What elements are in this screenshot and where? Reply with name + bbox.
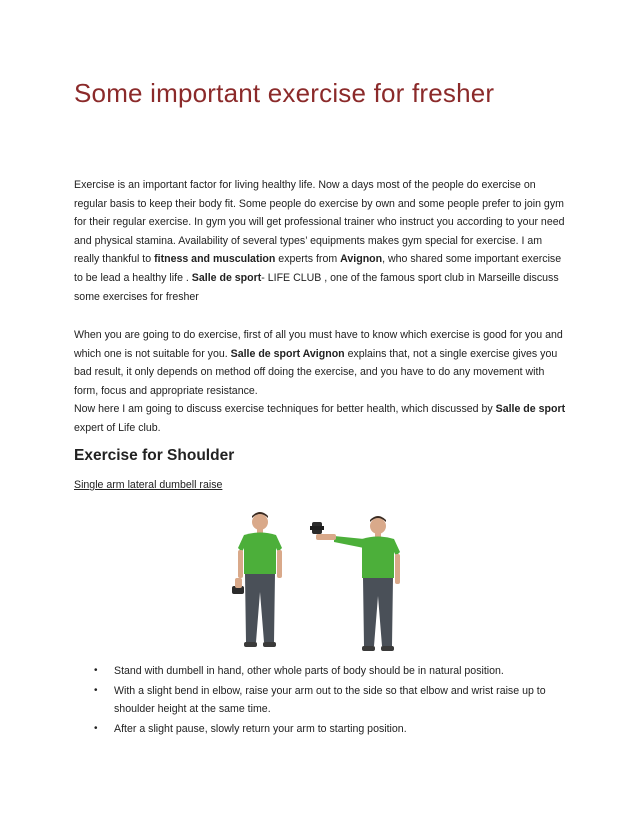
text-run: Exercise is an important factor for living healthy life. Now a days most of the people do exercise on regular basis to keep their body fit. Some people do exercise by own and some people prefer to join gym for their regular exercise. In gym you will get professional trainer who instruct you according to your need and physical stamina. Availability of several types’ equipments makes gym special for exercise. I am really thankful to <box>74 179 565 266</box>
exercise-illustration <box>214 508 434 654</box>
bold-text: Salle de sport <box>191 271 262 284</box>
list-item <box>92 720 566 739</box>
page-title: Some important exercise for fresher <box>74 78 495 108</box>
man-arm-raised-figure <box>310 516 400 651</box>
text-run: explains that, not a single exercise gives you bad result, it only depends on method off doing the exercise, and you have to do any movement with form, focus and appropriate resistance. <box>74 347 558 397</box>
bold-text: Salle de sport Avignon <box>230 347 345 360</box>
instruction-list <box>92 662 566 739</box>
text-run: When you are going to do exercise, first of all you must have to know which exercise is good for you and which one is not suitable for you. <box>74 329 563 360</box>
text-run: , who shared some important exercise to be lead a healthy life . <box>74 253 562 284</box>
text-run: experts from <box>275 253 341 266</box>
text-run: - LIFE CLUB , one of the famous sport club in Marseille discuss some exercises for fresher <box>74 271 559 303</box>
bold-text: Salle de sport <box>495 403 566 415</box>
man-standing-figure <box>232 512 282 647</box>
text-run: expert of Life club. <box>74 421 161 434</box>
bold-text: Avignon <box>340 253 383 266</box>
method-paragraph <box>74 326 566 400</box>
bullet-icon: • <box>94 684 98 696</box>
intro-paragraph <box>74 176 566 306</box>
list-item <box>92 662 566 681</box>
techniques-paragraph <box>74 400 566 437</box>
list-item-text: Stand with dumbell in hand, other whole parts of body should be in natural position. <box>114 665 504 677</box>
bold-text: fitness and musculation <box>154 253 276 266</box>
bullet-icon: • <box>94 665 98 676</box>
text-run: Now here I am going to discuss exercise techniques for better health, which discussed by <box>74 403 496 415</box>
bullet-icon: • <box>94 722 98 734</box>
exercise-subheading: Single arm lateral dumbell raise <box>74 479 223 491</box>
list-item-text: With a slight bend in elbow, raise your arm out to the side so that elbow and wrist raise up to shoulder height at the same time. <box>114 684 546 716</box>
list-item-text: After a slight pause, slowly return your arm to starting position. <box>114 722 407 735</box>
section-heading: Exercise for Shoulder <box>74 447 235 464</box>
list-item <box>92 682 566 719</box>
